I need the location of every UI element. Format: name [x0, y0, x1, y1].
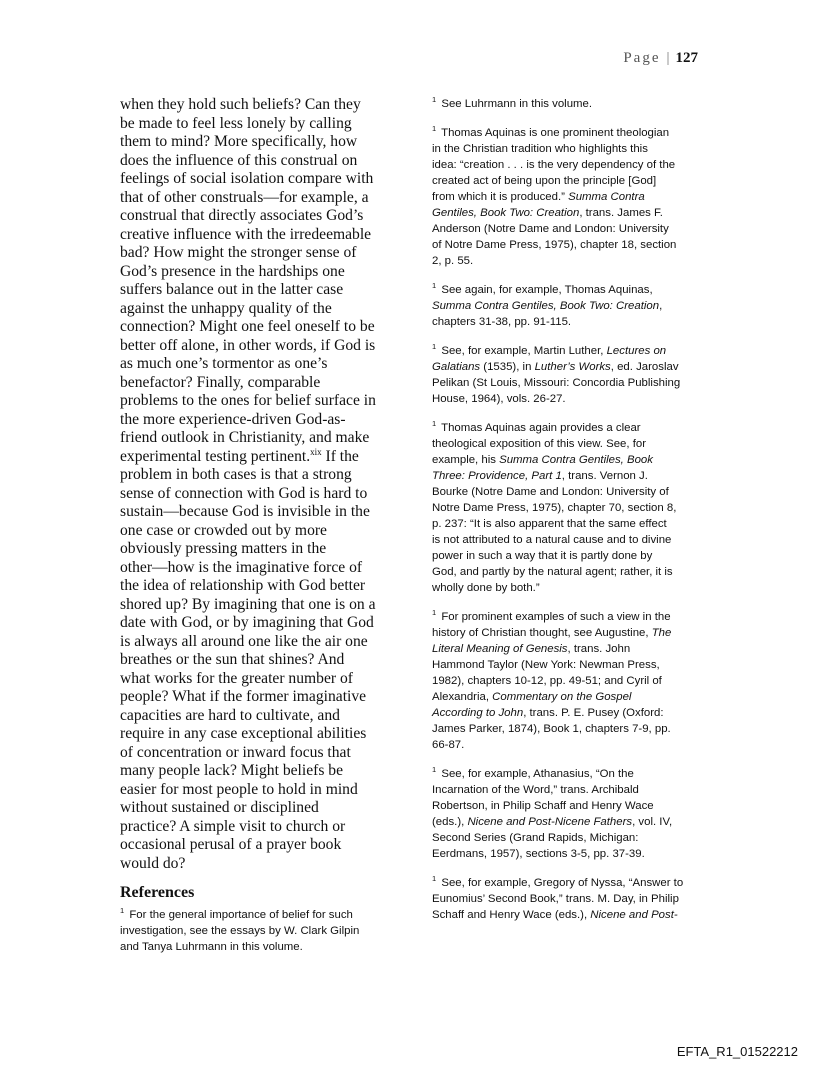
body-line: that of other construals—for example, a	[120, 188, 369, 206]
body-line: breathes or the sun that shines? And	[120, 651, 345, 668]
body-paragraph	[120, 96, 390, 873]
body-line: would do?	[120, 854, 186, 872]
body-line: creative influence with the irredeemable	[120, 225, 372, 243]
page-header	[623, 50, 698, 67]
body-line: shored up? By imagining that one is on a	[120, 595, 376, 613]
body-line: practice? A simple visit to church or	[120, 817, 346, 835]
body-line: when they hold such beliefs? Can they	[120, 96, 361, 113]
body-line: sense of connection with God is hard to	[120, 484, 368, 502]
body-line: does the influence of this construal on	[120, 151, 358, 169]
body-line: of concentration or inward focus that	[120, 743, 351, 761]
body-line: many people lack? Might beliefs be	[120, 762, 344, 779]
body-line: as much one’s tormentor as one’s	[120, 355, 328, 372]
endnote-8: $^1$ See, for example, Gregory of Nyssa, “Answer to Eunomius’ Second Book,” trans. M. Day, in Philip Schaff and Henry Wace (eds.), Nicene and Post-	[432, 874, 684, 921]
page-label: Page	[623, 50, 661, 66]
body-line: them to mind? More specifically, how	[120, 133, 358, 150]
body-line: other—how is the imaginative force of	[120, 558, 363, 576]
body-line: is always all around one like the air one	[120, 632, 368, 650]
endnote-6: $^1$ For prominent examples of such a view in the history of Christian thought, see Augustine, The Literal Meaning of Genesis, trans. John Hammond Taylor (New York: Newman Press, 1982), chapters 10-12, pp. 49-51; and Cyril of Alexandria, Commentary on the Gospel According to John, trans. P. E. Pusey (Oxford: James Parker, 1874), Book 1, chapters 7-9, pp. 66-87.	[432, 608, 672, 751]
body-line: people? What if the former imaginative	[120, 688, 367, 705]
page-number: 127	[675, 50, 698, 66]
body-line: obviously pressing matters in the	[120, 540, 327, 557]
body-line: capacities are hard to cultivate, and	[120, 706, 340, 724]
body-line: occasional perusal of a prayer book	[120, 836, 342, 853]
body-line: construal that directly associates God’s	[120, 207, 364, 224]
body-line: easier for most people to hold in mind	[120, 780, 358, 798]
body-line: the more experience-driven God-as-	[120, 410, 346, 428]
body-line: require in any case exceptional abilities	[120, 725, 367, 742]
endnote-4: $^1$ See, for example, Martin Luther, Lectures on Galatians (1535), in Luther’s Works, ed. Jaroslav Pelikan (St Louis, Missouri: Concordia Publishing House, 1964), vols. 26-27.	[432, 342, 681, 405]
endnote-2: $^1$ Thomas Aquinas is one prominent theologian in the Christian tradition who highlights this idea: “creation . . . is the very dependency of the created act of being upon the principle [God] from which it is produced.” Summa Contra Gentiles, Book Two: Creation, trans. James F. Anderson (Notre Dame and London: University of Notre Dame Press, 1975), chapter 18, section 2, p. 55.	[432, 124, 677, 267]
body-line: benefactor? Finally, comparable	[120, 373, 321, 391]
body-line: God’s presence in the hardships one	[120, 262, 345, 280]
body-line: connection? Might one feel oneself to be	[120, 318, 375, 335]
document-id: EFTA_R1_01522212	[676, 1044, 798, 1059]
body-line: suffers balance out in the latter case	[120, 281, 344, 298]
body-line: one case or crowded out by more	[120, 521, 327, 539]
body-line: date with God, or by imagining that God	[120, 614, 374, 631]
body-line: better off alone, in other words, if God is	[120, 336, 376, 354]
body-line: be made to feel less lonely by calling	[120, 114, 352, 132]
body-line: problems to the ones for belief surface in	[120, 392, 376, 409]
body-text-column	[120, 96, 390, 968]
body-line: the idea of relationship with God better	[120, 577, 366, 594]
body-line: feelings of social isolation compare with	[120, 170, 374, 187]
endnote-7: $^1$ See, for example, Athanasius, “On the Incarnation of the Word,” trans. Archibald Robertson, in Philip Schaff and Henry Wace (eds.), Nicene and Post-Nicene Fathers, vol. IV, Second Series (Grand Rapids, Michigan: Eerdmans, 1957), sections 3-5, pp. 37-39.	[432, 765, 673, 860]
body-line: problem in both cases is that a strong	[120, 466, 352, 483]
footnote-marker: xix	[310, 446, 322, 457]
body-line: without sustained or disciplined	[120, 799, 319, 816]
endnote-3: $^1$ See again, for example, Thomas Aquinas, Summa Contra Gentiles, Book Two: Creation, chapters 31-38, pp. 91-115.	[432, 281, 663, 328]
endnote-5: $^1$ Thomas Aquinas again provides a clear theological exposition of this view. See, for example, his Summa Contra Gentiles, Book Three: Providence, Part 1, trans. Vernon J. Bourke (Notre Dame and London: University of Notre Dame Press, 1975), chapter 70, section 8, p. 237: “It is also apparent that the same effect is not attributed to a natural cause and to divine power in such a way that it is partly done by God, and partly by the natural agent; rather, it is wholly done by both.”	[432, 419, 677, 594]
note-marker: 1	[120, 906, 125, 916]
body-line: sustain—because God is invisible in the	[120, 503, 370, 520]
body-line-with-marker: experimental testing pertinent.$^{xix}$ If the	[120, 446, 359, 465]
body-line: against the unhappy quality of the	[120, 299, 332, 317]
endnote-1: $^1$ See Luhrmann in this volume.	[432, 95, 593, 110]
header-separator: |	[666, 50, 670, 66]
reference-note: $^1$ For the general importance of belief for such investigation, see the essays by W. Clark Gilpin and Tanya Luhrmann in this volume.	[120, 906, 360, 953]
body-line: bad? How might the stronger sense of	[120, 244, 357, 261]
endnotes-column	[432, 96, 704, 936]
body-line: what works for the greater number of	[120, 669, 353, 687]
references-heading: References	[120, 884, 195, 901]
body-line: friend outlook in Christianity, and make	[120, 429, 370, 446]
